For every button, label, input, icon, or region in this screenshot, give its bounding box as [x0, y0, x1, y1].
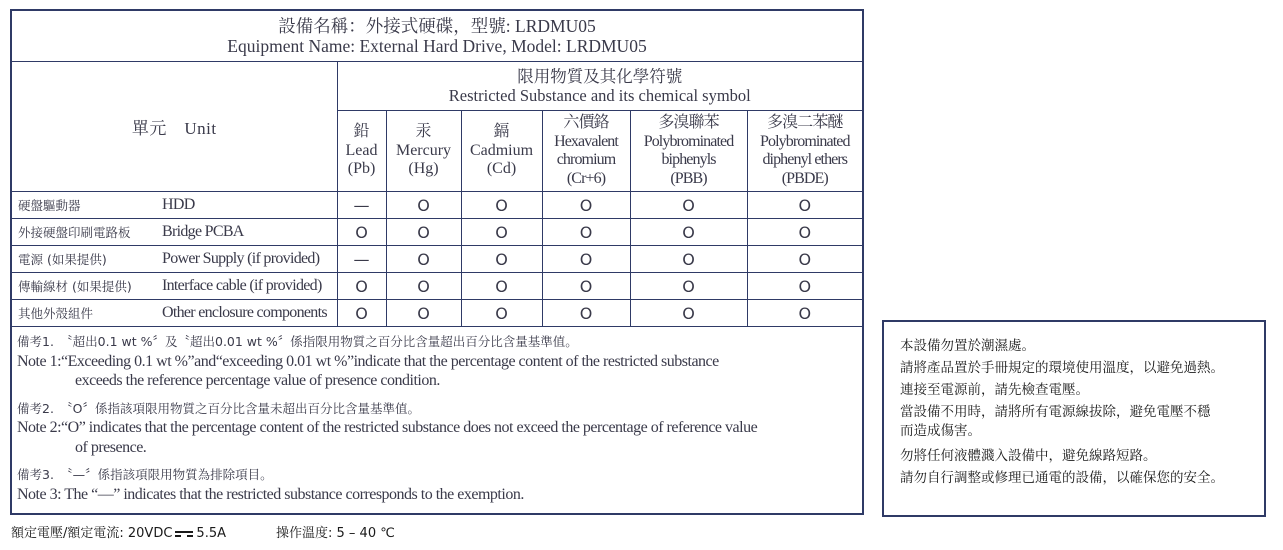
presence-mark: O [337, 300, 386, 327]
table-row [12, 300, 862, 327]
component-name-zh: 外接硬盤印刷電路板 [12, 219, 158, 246]
component-name-zh: 硬盤驅動器 [12, 192, 158, 219]
presence-mark: O [630, 219, 747, 246]
component-name-zh: 電源 (如果提供) [12, 246, 158, 273]
presence-mark: O [386, 300, 461, 327]
group-label-zh: 限用物質及其化學符號 [517, 67, 683, 86]
note-1-en: Note 1:“Exceeding 0.1 wt %”and“exceeding 0.01 wt %”indicate that the percentage content of the restricted substance [17, 352, 719, 370]
presence-mark: O [542, 273, 630, 300]
presence-mark: O [747, 273, 862, 300]
component-name-en: HDD [158, 192, 337, 219]
component-name-zh: 其他外殼組件 [12, 300, 158, 327]
presence-mark: O [337, 219, 386, 246]
presence-mark: O [461, 273, 542, 300]
note-1-zh: 備考1. 〝超出0.1 wt %〞及〝超出0.01 wt %〞係指限用物質之百分比含量超出百分比含量基準值。 [17, 334, 578, 349]
note-2-en-cont: of presence. [75, 438, 147, 456]
component-name-en: Other enclosure components [158, 300, 337, 327]
note-3-zh: 備考3. 〝—〞係指該項限用物質為排除項目。 [17, 467, 273, 482]
table-row [12, 246, 862, 273]
substance-header: 鎘 Cadmium (Cd) [461, 111, 542, 192]
presence-mark: — [337, 246, 386, 273]
presence-mark: O [747, 192, 862, 219]
presence-mark: O [542, 300, 630, 327]
presence-mark: O [542, 219, 630, 246]
warning-line: 請勿自行調整或修理已通電的設備，以確保您的安全。 [900, 470, 1224, 486]
substance-header: 鉛 Lead (Pb) [337, 111, 386, 192]
substance-header: 多溴聯苯 Polybrominated biphenyls (PBB) [630, 111, 747, 192]
presence-mark: O [386, 246, 461, 273]
component-name-en: Interface cable (if provided) [158, 273, 337, 300]
presence-mark: O [461, 219, 542, 246]
table-row [12, 219, 862, 246]
presence-mark: O [630, 273, 747, 300]
note-2-en: Note 2:“O” indicates that the percentage content of the restricted substance does not exceed the percentage of reference value [17, 419, 758, 436]
presence-mark: O [542, 246, 630, 273]
warning-line: 請將產品置於手冊規定的環境使用溫度，以避免過熱。 [900, 360, 1224, 376]
presence-mark: O [461, 300, 542, 327]
presence-mark: O [747, 219, 862, 246]
component-name-en: Bridge PCBA [158, 219, 337, 246]
equipment-name-zh: 設備名稱：外接式硬碟，型號: LRDMU05 [278, 16, 596, 36]
presence-mark: O [337, 273, 386, 300]
table-row [12, 192, 862, 219]
warning-line-cont: 而造成傷害。 [900, 423, 981, 439]
table-row [12, 273, 862, 300]
operating-temperature-text: 操作溫度: 5 – 40 ℃ [276, 526, 395, 541]
safety-warnings-panel [882, 320, 1266, 517]
warning-line: 當設備不用時，請將所有電源線拔除，避免電壓不穩 [900, 404, 1211, 420]
warning-line: 本設備勿置於潮濕處。 [900, 338, 1035, 354]
warning-line: 勿將任何液體濺入設備中，避免線路短路。 [900, 448, 1157, 464]
component-name-zh: 傳輸線材 (如果提供) [12, 273, 158, 300]
restricted-substance-table [12, 62, 862, 327]
equipment-header [12, 11, 862, 62]
rohs-declaration-panel [10, 9, 864, 515]
presence-mark: O [386, 192, 461, 219]
unit-header: 單元 Unit [12, 62, 337, 192]
presence-mark: O [630, 192, 747, 219]
substance-group-header [337, 62, 862, 111]
note-3-en: Note 3: The “—” indicates that the restricted substance corresponds to the exemption. [17, 485, 524, 503]
substance-header: 六價鉻 Hexavalent chromium (Cr+6) [542, 111, 630, 192]
presence-mark: O [542, 192, 630, 219]
presence-mark: — [337, 192, 386, 219]
substance-header: 多溴二苯醚 Polybrominated diphenyl ethers (PBDE) [747, 111, 862, 192]
presence-mark: O [630, 246, 747, 273]
presence-mark: O [630, 300, 747, 327]
notes-section [12, 327, 862, 504]
note-2-zh: 備考2. 〝O〞係指該項限用物質之百分比含量未超出百分比含量基準值。 [17, 400, 421, 416]
rated-voltage-text: 額定電壓/額定電流: 20VDC [11, 526, 173, 541]
rated-current-text: 5.5A [196, 526, 226, 541]
presence-mark: O [461, 246, 542, 273]
equipment-name-en: Equipment Name: External Hard Drive, Model: LRDMU05 [227, 36, 647, 56]
presence-mark: O [747, 246, 862, 273]
warning-line: 連接至電源前，請先檢查電壓。 [900, 382, 1089, 398]
presence-mark: O [747, 300, 862, 327]
component-name-en: Power Supply (if provided) [158, 246, 337, 273]
rating-footer [11, 522, 395, 541]
group-label-en: Restricted Substance and its chemical symbol [448, 86, 751, 105]
note-1-en-cont: exceeds the reference percentage value of presence condition. [75, 372, 440, 389]
presence-mark: O [386, 219, 461, 246]
substance-header: 汞 Mercury (Hg) [386, 111, 461, 192]
presence-mark: O [461, 192, 542, 219]
dc-symbol-icon [175, 531, 193, 537]
presence-mark: O [386, 273, 461, 300]
